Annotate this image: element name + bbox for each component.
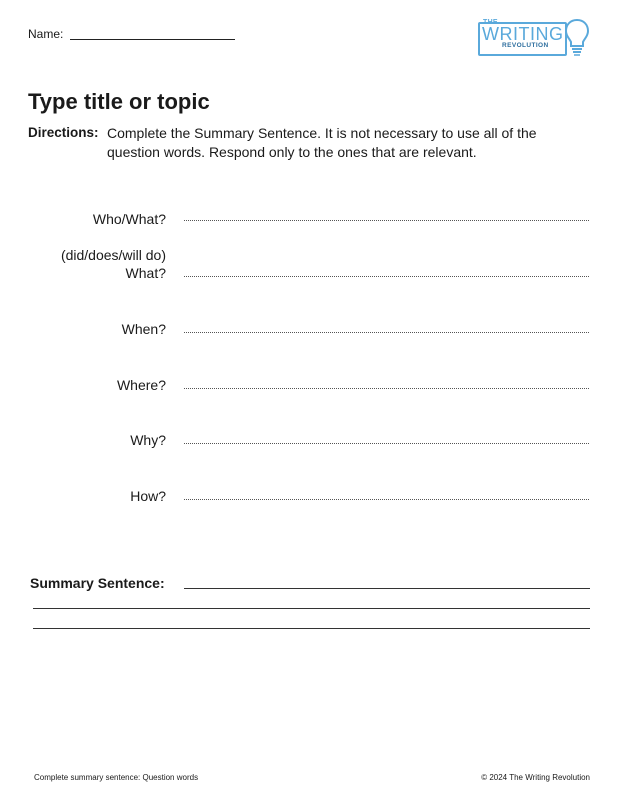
prompt-why: Why? — [130, 432, 166, 448]
prompt-who-what: Who/What? — [92, 211, 166, 227]
answer-line-when[interactable] — [184, 332, 589, 333]
logo-writing-text: WRITING — [482, 24, 564, 44]
prompt-how: How? — [130, 488, 166, 504]
answer-line-where[interactable] — [184, 388, 589, 389]
summary-sentence-label: Summary Sentence: — [30, 575, 165, 591]
answer-line-what[interactable] — [184, 276, 589, 277]
answer-line-why[interactable] — [184, 443, 589, 444]
footer-copyright: © 2024 The Writing Revolution — [481, 773, 590, 782]
page-title[interactable]: Type title or topic — [28, 89, 210, 114]
summary-line-2[interactable] — [33, 608, 590, 609]
answer-line-how[interactable] — [184, 499, 589, 500]
prompt-when: When? — [121, 321, 166, 337]
summary-line-1[interactable] — [184, 588, 590, 589]
prompt-where: Where? — [116, 377, 166, 393]
logo-revolution-text: REVOLUTION — [502, 42, 549, 49]
name-label: Name: — [28, 27, 64, 41]
directions-label: Directions: — [28, 125, 99, 140]
footer-activity-name: Complete summary sentence: Question words — [34, 773, 199, 782]
summary-line-3[interactable] — [33, 628, 590, 629]
lightbulb-icon — [564, 18, 590, 56]
logo-the-text: THE — [483, 19, 498, 26]
answer-line-who-what[interactable] — [184, 220, 589, 221]
name-input-line[interactable] — [70, 39, 235, 40]
directions-text: Complete the Summary Sentence. It is not necessary to use all of the question words. Respond only to the ones that are relevant. — [107, 125, 537, 160]
prompt-did-what: (did/does/will do) What? — [60, 247, 166, 281]
writing-revolution-logo — [478, 18, 593, 58]
